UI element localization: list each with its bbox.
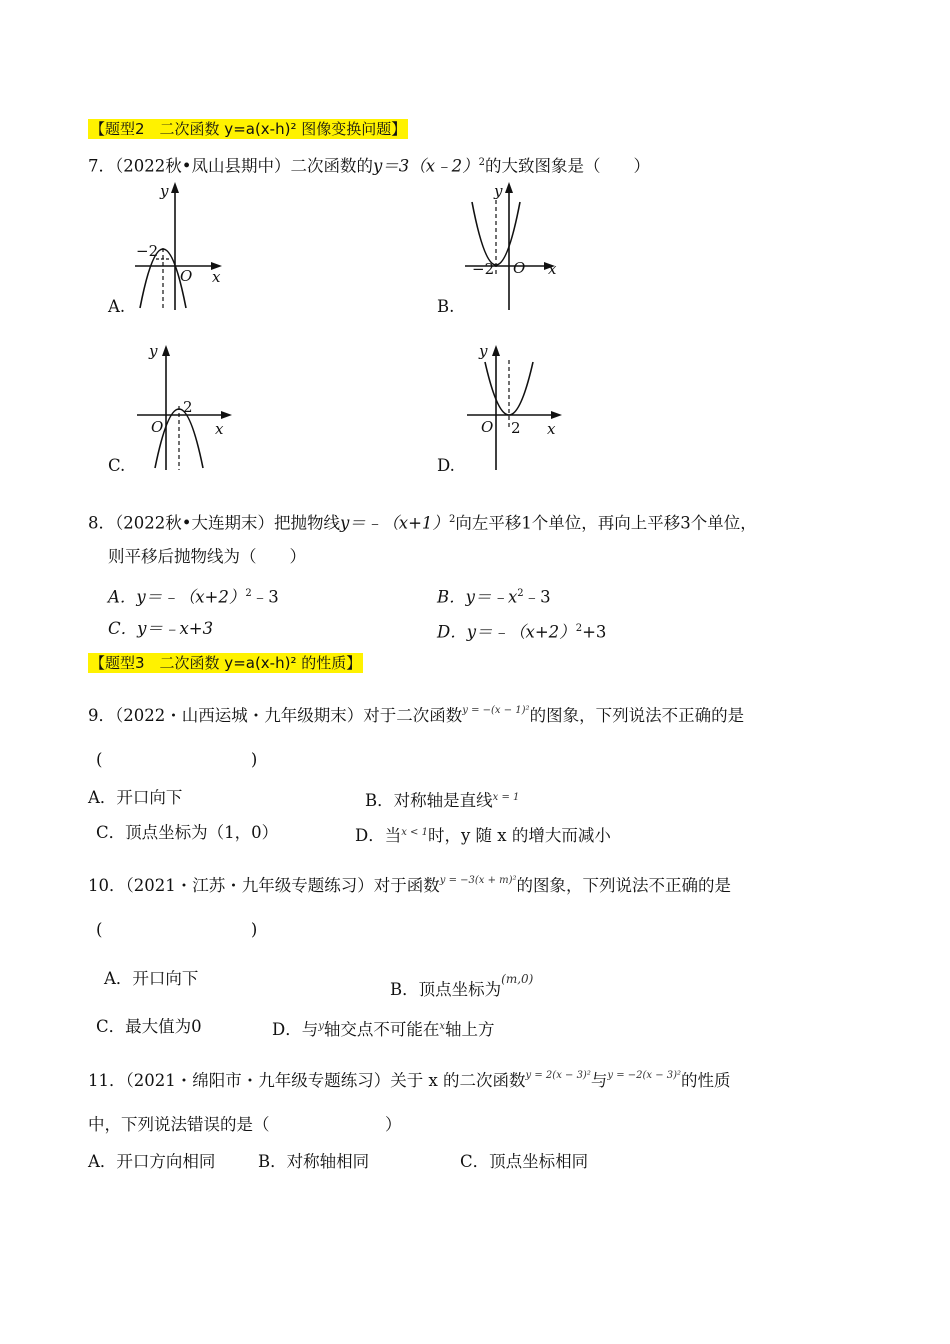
q9-option-b: B．对称轴是直线$^{x = 1}$ [365, 791, 520, 810]
q7-option-c: C. [108, 456, 126, 475]
q10-option-b: B．顶点坐标为$^{(m,0)}$ [390, 972, 534, 999]
q10-option-a: A．开口向下 [104, 969, 199, 988]
q8-option-d: D．$y=﹣(x+2)^2+3$ [437, 622, 607, 642]
question-9-stem: 9．（2022・山西运城・九年级期末）对于二次函数$^{y = -(x - 1)^2}$的图象，下列说法不正确的是 [88, 705, 745, 725]
graph-c [135, 340, 245, 475]
q8-option-c: C．y＝﹣x+3 [108, 619, 214, 638]
graph-c-origin: O [151, 418, 164, 436]
graph-d-y-label: y [479, 342, 488, 360]
graph-c-vertex-label: 2 [183, 398, 193, 416]
graph-d-origin: O [481, 418, 494, 436]
graph-c-y-label: y [149, 342, 158, 360]
q9-option-a: A．开口向下 [88, 788, 183, 807]
graph-a-y-label: y [160, 182, 169, 200]
question-7-stem: 7．（2022秋•凤山县期中）二次函数的y＝3（x﹣2）$^2$的大致图象是（ ） [88, 156, 650, 176]
graph-a-vertex-label: −2 [136, 242, 159, 260]
graph-b [460, 180, 570, 320]
q8-option-a: A．$y=﹣(x+2)^2﹣3$ [108, 587, 279, 607]
graph-b-vertex-label: −2 [472, 260, 495, 278]
q11-option-b: B．对称轴相同 [258, 1152, 370, 1171]
section-header-2: 【题型2 二次函数 y=a(x-h)² 图像变换问题】 [90, 120, 407, 138]
graph-d [465, 340, 575, 475]
graph-d-x-label: x [547, 420, 556, 438]
question-8-stem: 8．（2022秋•大连期末）把抛物线$y=﹣(x+1)^2$向左平移1个单位，再向上平移3个单位， [88, 513, 757, 533]
q7-option-a: A. [108, 297, 126, 316]
q7-option-b: B. [437, 297, 455, 316]
q10-option-c: C．最大值为0 [96, 1017, 202, 1036]
question-10-stem: 10．（2021・江苏・九年级专题练习）对于函数$^{y = -3(x + m)^2}$的图象，下列说法不正确的是 [88, 875, 732, 895]
graph-a [130, 180, 240, 320]
graph-d-vertex-label: 2 [511, 419, 521, 437]
graph-a-origin: O [180, 267, 193, 285]
q11-option-a: A．开口方向相同 [88, 1152, 216, 1171]
graph-a-x-label: x [212, 268, 221, 286]
q9-option-d: D．当$^{x < 1}$时，y 随 x 的增大而减小 [355, 826, 611, 845]
q7-option-d: D. [437, 456, 455, 475]
question-10-paren: ( ) [96, 920, 258, 939]
question-11-line2: 中，下列说法错误的是（ ） [88, 1115, 402, 1134]
q8-option-b: B．$y=﹣x^2﹣3$ [437, 587, 551, 607]
graph-b-x-label: x [548, 260, 557, 278]
section-header-3: 【题型3 二次函数 y=a(x-h)² 的性质】 [90, 654, 362, 672]
question-8-line2: 则平移后抛物线为（ ） [108, 547, 306, 566]
question-9-paren: ( ) [96, 750, 258, 769]
graph-c-x-label: x [215, 420, 224, 438]
q10-option-d: D．与$^y$轴交点不可能在$^x$轴上方 [272, 1020, 495, 1039]
graph-b-y-label: y [494, 182, 503, 200]
q9-option-c: C．顶点坐标为（1，0） [96, 823, 279, 842]
question-11-stem: 11．（2021・绵阳市・九年级专题练习）关于 x 的二次函数$^{y = 2(x - 3)^2}$与$^{y = -2(x - 3)^2}$的性质 [88, 1070, 731, 1090]
q11-option-c: C．顶点坐标相同 [460, 1152, 589, 1171]
graph-b-origin: O [513, 259, 526, 277]
